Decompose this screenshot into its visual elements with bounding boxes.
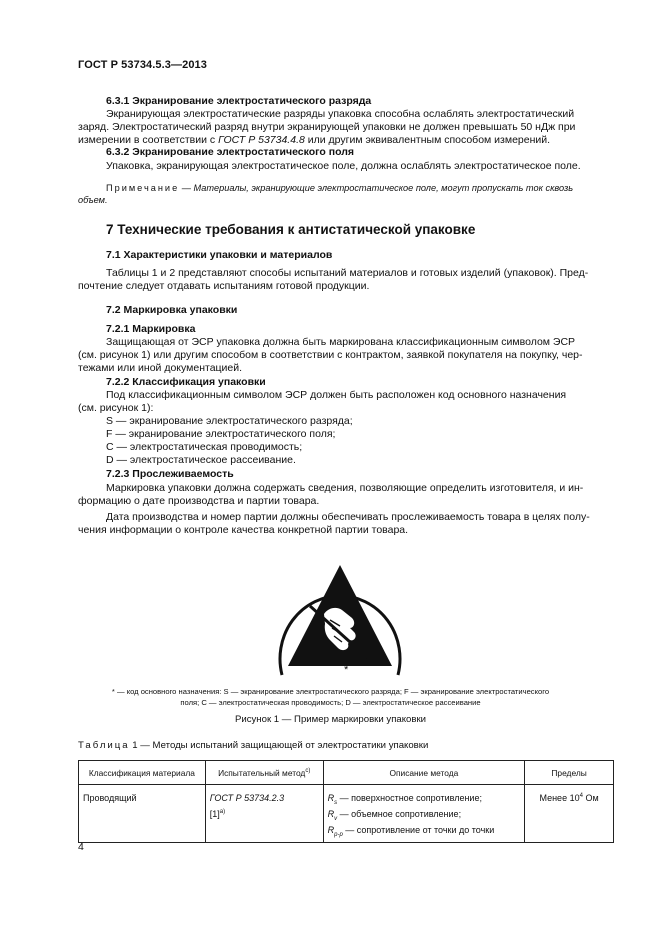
figure-asterisk: * — [344, 664, 349, 676]
esd-symbol-figure — [270, 548, 410, 680]
method-ref-1: ГОСТ Р 53734.2.3 — [209, 793, 285, 803]
header-material-class: Классификация материала — [79, 761, 206, 785]
note-text: — Материалы, экранирующие электростатическое поле, могут пропускать ток сквозь — [179, 183, 574, 193]
figure-legend — [60, 686, 601, 708]
s631-line1: Экранирующая электростатические разряды упаковка способна ослаблять электростатический — [106, 108, 575, 120]
symbol-r: R — [327, 808, 335, 819]
symbol-sub: v — [334, 815, 338, 822]
esd-symbol-icon — [280, 565, 400, 675]
method-ref-2-sup: a) — [219, 809, 226, 815]
cell-method — [205, 785, 323, 843]
section-7-1-title: 7.1 Характеристики упаковки и материалов — [106, 249, 333, 261]
header-test-method — [205, 761, 323, 785]
list-item: C — электростатическая проводимость; — [106, 441, 303, 453]
limit-exponent: 4 — [579, 793, 583, 799]
desc-line1 — [328, 793, 521, 809]
s632-line1: Упаковка, экранирующая электростатическое поле, должна ослаблять электростатическое поле. — [106, 160, 581, 172]
table-title — [78, 740, 428, 751]
note-label: Примечание — [106, 183, 180, 193]
table-label: Таблица — [78, 740, 130, 751]
symbol-r: R — [327, 793, 335, 803]
section-7-2-1-title: 7.2.1 Маркировка — [106, 323, 196, 335]
s71-line2: почтение следует отдавать испытаниям готовой продукции. — [78, 280, 370, 292]
list-item: D — электростатическое рассеивание. — [106, 454, 296, 466]
table-title-text: 1 — Методы испытаний защищающей от электростатики упаковки — [129, 740, 429, 751]
desc-text-1: — поверхностное сопротивление; — [339, 793, 482, 803]
section-7-2-2-title: 7.2.2 Классификация упаковки — [106, 376, 266, 388]
desc-text-2: — объемное сопротивление; — [339, 808, 462, 819]
method-ref-2-text: [1] — [209, 809, 220, 819]
list-item: S — экранирование электростатического разряда; — [106, 415, 353, 427]
s723-line3: Дата производства и номер партии должны обеспечивать прослеживаемость товара в целях полу- — [106, 511, 590, 523]
table-header-row — [79, 761, 614, 785]
section-7-2-3-text — [78, 482, 613, 537]
s721-line2: (см. рисунок 1) или другим способом в соответствии с контрактом, заявкой покупателя на покупку, чер- — [78, 349, 583, 361]
limit-text: Менее 10 — [539, 793, 580, 803]
section-6-3-1-text — [78, 108, 613, 147]
note-line1 — [106, 182, 613, 194]
s631-line3a: измерении в соответствии с — [78, 134, 219, 146]
classification-list — [78, 415, 613, 467]
s631-ref: ГОСТ Р 53734.4.8 — [218, 134, 305, 146]
header-test-method-text: Испытательный метод — [218, 767, 306, 778]
symbol-sub: p-p — [334, 831, 343, 838]
s721-line3: тежами или иной документацией. — [78, 362, 243, 374]
s721-line1: Защищающая от ЭСР упаковка должна быть маркирована классификационным символом ЭСР — [106, 336, 576, 348]
section-7-title: 7 Технические требования к антистатической упаковке — [106, 222, 476, 237]
section-7-2-title: 7.2 Маркировка упаковки — [106, 304, 238, 316]
cell-class: Проводящий — [79, 785, 206, 843]
s631-line3b: или другим эквивалентным способом измерений. — [304, 134, 551, 146]
header-test-method-sup: c) — [305, 767, 311, 774]
s723-line1: Маркировка упаковки должна содержать сведения, позволяющие определить изготовителя, и ин- — [106, 482, 584, 494]
legend-line2: поля; C — электростатическая проводимость; D — электростатическое рассеивание — [180, 698, 481, 707]
limit-unit: Ом — [582, 793, 599, 803]
section-7-2-1-text — [78, 336, 613, 375]
note-line2: объем. — [78, 195, 108, 205]
table-row — [79, 785, 614, 843]
cell-description — [323, 785, 525, 843]
s722-line1: Под классификационным символом ЭСР должен быть расположен код основного назначения — [106, 389, 567, 401]
s723-line2: формацию о дате производства и партии товара. — [78, 495, 320, 507]
desc-text-3: — сопротивление от точки до точки — [345, 824, 495, 835]
section-7-1-text — [78, 267, 613, 293]
list-item: F — экранирование электростатического поля; — [106, 428, 336, 440]
symbol-r: R — [327, 824, 335, 835]
desc-line3 — [328, 825, 521, 841]
document-code: ГОСТ Р 53734.5.3—2013 — [78, 59, 207, 71]
methods-table — [78, 760, 614, 843]
s71-line1: Таблицы 1 и 2 представляют способы испытаний материалов и готовых изделий (упаковок). Пред- — [106, 267, 589, 279]
s723-line4: чения информации о контроле качества конкретной партии товара. — [78, 524, 409, 536]
section-6-3-2-title: 6.3.2 Экранирование электростатического поля — [106, 146, 355, 158]
section-6-3-1-title: 6.3.1 Экранирование электростатического разряда — [106, 95, 372, 107]
header-limits: Пределы — [525, 761, 614, 785]
legend-line1: * — код основного назначения: S — экранирование электростатического разряда; F — экранирование электростатического — [111, 687, 550, 696]
s722-line2: (см. рисунок 1): — [78, 402, 154, 414]
method-ref-2 — [210, 809, 319, 819]
header-method-description: Описание метода — [323, 761, 525, 785]
section-7-2-3-title: 7.2.3 Прослеживаемость — [106, 468, 234, 480]
cell-limit — [525, 785, 614, 843]
section-7-2-2-text — [78, 389, 613, 467]
symbol-sub: s — [334, 799, 338, 806]
figure-caption: Рисунок 1 — Пример маркировки упаковки — [234, 714, 427, 725]
page-number: 4 — [78, 841, 84, 853]
desc-line2 — [328, 809, 521, 825]
s631-line2: заряд. Электростатический разряд внутри экранирующей упаковки не должен превышать 50 нДж при — [78, 121, 576, 133]
